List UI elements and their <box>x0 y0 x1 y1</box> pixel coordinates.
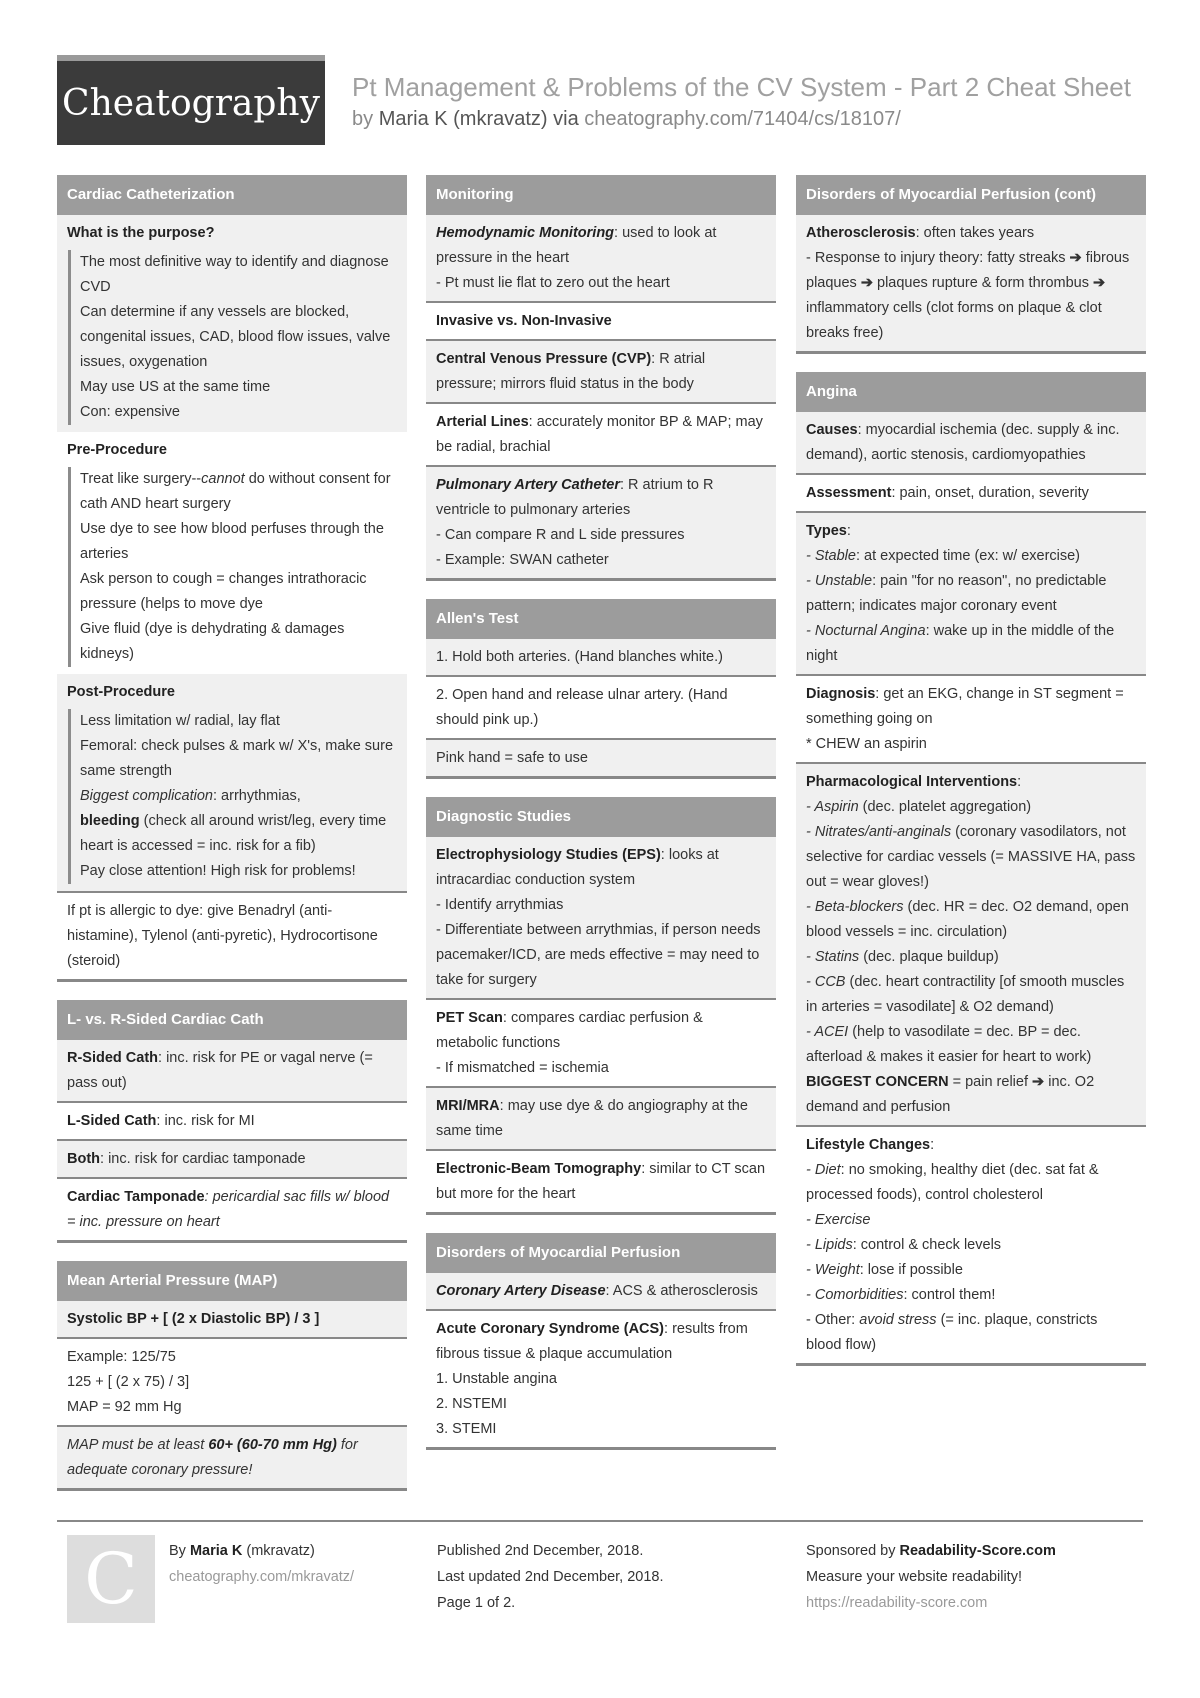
r-sided-row: R-Sided Cath: inc. risk for PE or vagal nerve (= pass out) <box>57 1040 407 1103</box>
mri-row: MRI/MRA: may use dye & do angiography at the same time <box>426 1088 776 1151</box>
post-list <box>68 709 397 884</box>
section-allens-test <box>426 599 776 779</box>
section-lr-cath <box>57 1000 407 1243</box>
eps-row: Electrophysiology Studies (EPS): looks at intracardiac conduction system - Identify arrythmias - Differentiate between arrythmias, if person needs pacemaker/ICD, are meds effective = may need to take for surgery <box>426 837 776 1000</box>
arrow-icon: ➔ <box>860 275 873 291</box>
column-1 <box>57 175 407 1509</box>
pre-procedure-block <box>57 432 407 674</box>
byline-via: via <box>553 108 579 130</box>
hemodynamic-row: Hemodynamic Monitoring: used to look at pressure in the heart - Pt must lie flat to zero out the heart <box>426 215 776 303</box>
allen-step-3: Pink hand = safe to use <box>426 740 776 779</box>
cheatography-logo[interactable]: Cheatography <box>57 55 325 145</box>
causes-row: Causes: myocardial ischemia (dec. supply & inc. demand), aortic stenosis, cardiomyopathies <box>796 412 1146 475</box>
tamponade-row: Cardiac Tamponade: pericardial sac fills w/ blood = inc. pressure on heart <box>57 1179 407 1243</box>
ebt-row: Electronic-Beam Tomography: similar to CT scan but more for the heart <box>426 1151 776 1215</box>
author-link[interactable]: Maria K <box>189 1543 243 1559</box>
allen-step-2: 2. Open hand and release ulnar artery. (Hand should pink up.) <box>426 677 776 740</box>
arrow-icon: ➔ <box>1032 1074 1045 1090</box>
list-item: May use US at the same time <box>80 379 271 395</box>
byline-url[interactable]: cheatography.com/71404/cs/18107/ <box>584 108 901 130</box>
list-item: Femoral: check pulses & mark w/ X's, make sure same strength <box>80 738 394 779</box>
purpose-heading: What is the purpose? <box>67 225 215 241</box>
purpose-block <box>57 215 407 432</box>
footer-author: By Maria K (mkravatz) cheatography.com/mkravatz/ <box>169 1538 354 1590</box>
pet-row: PET Scan: compares cardiac perfusion & metabolic functions - If mismatched = ischemia <box>426 1000 776 1088</box>
types-row: Types: - Stable: at expected time (ex: w/ exercise) - Unstable: pain "for no reason", no predictable pattern; indicates major coronary event - Nocturnal Angina: wake up in the middle of the night <box>796 513 1146 676</box>
list-item: Give fluid (dye is dehydrating & damages kidneys) <box>80 621 345 662</box>
list-item: Use dye to see how blood perfuses through the arteries <box>80 521 384 562</box>
updated-date: Last updated 2nd December, 2018. <box>437 1569 664 1585</box>
section-header: Allen's Test <box>426 599 776 639</box>
map-example: Example: 125/75 125 + [ (2 x 75) / 3] MAP = 92 mm Hg <box>57 1339 407 1427</box>
sponsor-url[interactable]: https://readability-score.com <box>806 1595 988 1611</box>
pa-catheter-row: Pulmonary Artery Catheter: R atrium to R ventricle to pulmonary arteries - Can compare R and L side pressures - Example: SWAN catheter <box>426 467 776 581</box>
section-header: Cardiac Catheterization <box>57 175 407 215</box>
column-2 <box>426 175 776 1468</box>
list-item: Biggest complication: arrhythmias, bleeding (check all around wrist/leg, every time heart is accessed = inc. risk for a fib) <box>80 788 387 854</box>
footer-divider <box>57 1520 1143 1522</box>
acs-row: Acute Coronary Syndrome (ACS): results from fibrous tissue & plaque accumulation 1. Unstable angina 2. NSTEMI 3. STEMI <box>426 1311 776 1450</box>
section-diagnostic-studies <box>426 797 776 1215</box>
list-item: The most definitive way to identify and diagnose CVD <box>80 254 389 295</box>
list-item: Con: expensive <box>80 404 180 420</box>
lifestyle-row: Lifestyle Changes: - Diet: no smoking, healthy diet (dec. sat fat & processed foods), control cholesterol - Exercise - Lipids: control & check levels - Weight: lose if possible - Comorbidities: control them! - Other: avoid stress (= inc. plaque, constricts blood flow) <box>796 1127 1146 1366</box>
both-row: Both: inc. risk for cardiac tamponade <box>57 1141 407 1179</box>
post-procedure-block <box>57 674 407 893</box>
author-url[interactable]: cheatography.com/mkravatz/ <box>169 1569 355 1585</box>
map-note: MAP must be at least 60+ (60-70 mm Hg) for adequate coronary pressure! <box>57 1427 407 1491</box>
sponsor-tagline: Measure your website readability! <box>806 1569 1022 1585</box>
section-cardiac-cath <box>57 175 407 982</box>
section-header: Diagnostic Studies <box>426 797 776 837</box>
section-map <box>57 1261 407 1491</box>
sponsor-link[interactable]: Readability-Score.com <box>899 1543 1056 1559</box>
arrow-icon: ➔ <box>1093 275 1106 291</box>
footer-sponsor: Sponsored by Readability-Score.com Measure your website readability! https://readability-score.com <box>806 1538 1056 1616</box>
section-angina <box>796 372 1146 1366</box>
section-myocardial-perfusion <box>426 1233 776 1450</box>
pharm-row: Pharmacological Interventions: - Aspirin (dec. platelet aggregation) - Nitrates/anti-anginals (coronary vasodilators, not selective for cardiac vessels (= MASSIVE HA, pass out = wear gloves!) - Beta-blockers (dec. HR = dec. O2 demand, open blood vessels = inc. circulation) - Statins (dec. plaque buildup) - CCB (dec. heart contractility [of smooth muscles in arteries = vasodilate] & O2 demand) - ACEI (help to vasodilate = dec. BP = dec. afterload & makes it easier for heart to work) BIGGEST CONCERN = pain relief ➔ inc. O2 demand and perfusion <box>796 764 1146 1127</box>
invasive-row: Invasive vs. Non-Invasive <box>426 303 776 341</box>
list-item: Less limitation w/ radial, lay flat <box>80 713 280 729</box>
map-formula: Systolic BP + [ (2 x Diastolic BP) / 3 ] <box>57 1301 407 1339</box>
diagnosis-row: Diagnosis: get an EKG, change in ST segment = something going on * CHEW an aspirin <box>796 676 1146 764</box>
list-item: Ask person to cough = changes intrathoracic pressure (helps to move dye <box>80 571 367 612</box>
section-header: Disorders of Myocardial Perfusion <box>426 1233 776 1273</box>
post-heading: Post-Procedure <box>67 684 175 700</box>
arterial-lines-row: Arterial Lines: accurately monitor BP & MAP; may be radial, brachial <box>426 404 776 467</box>
byline-author[interactable]: Maria K (mkravatz) <box>378 108 548 130</box>
footer-logo[interactable]: C <box>67 1535 155 1623</box>
list-item: Can determine if any vessels are blocked, congenital issues, CAD, blood flow issues, valve issues, oxygenation <box>80 304 391 370</box>
published-date: Published 2nd December, 2018. <box>437 1543 644 1559</box>
section-header: Monitoring <box>426 175 776 215</box>
list-item: Treat like surgery--cannot do without consent for cath AND heart surgery <box>80 471 391 512</box>
section-header: Mean Arterial Pressure (MAP) <box>57 1261 407 1301</box>
cvp-row: Central Venous Pressure (CVP): R atrial pressure; mirrors fluid status in the body <box>426 341 776 404</box>
byline <box>352 108 901 131</box>
byline-by: by <box>352 108 374 130</box>
purpose-list <box>68 250 397 425</box>
list-item: Pay close attention! High risk for problems! <box>80 863 356 879</box>
section-myocardial-perfusion-cont <box>796 175 1146 354</box>
allen-step-1: 1. Hold both arteries. (Hand blanches white.) <box>426 639 776 677</box>
section-header: Angina <box>796 372 1146 412</box>
cad-row: Coronary Artery Disease: ACS & atherosclerosis <box>426 1273 776 1311</box>
allergy-note: If pt is allergic to dye: give Benadryl (anti-histamine), Tylenol (anti-pyretic), Hydrocortisone (steroid) <box>57 893 407 982</box>
atherosclerosis-row: Atherosclerosis: often takes years - Response to injury theory: fatty streaks ➔ fibrous plaques ➔ plaques rupture & form thrombus ➔ inflammatory cells (clot forms on plaque & clot breaks free) <box>796 215 1146 354</box>
arrow-icon: ➔ <box>1069 250 1082 266</box>
pre-list <box>68 467 397 667</box>
l-sided-row: L-Sided Cath: inc. risk for MI <box>57 1103 407 1141</box>
assessment-row: Assessment: pain, onset, duration, severity <box>796 475 1146 513</box>
footer-dates <box>437 1538 664 1616</box>
section-header: Disorders of Myocardial Perfusion (cont) <box>796 175 1146 215</box>
section-header: L- vs. R-Sided Cardiac Cath <box>57 1000 407 1040</box>
page-number: Page 1 of 2. <box>437 1595 516 1611</box>
column-3 <box>796 175 1146 1384</box>
section-monitoring <box>426 175 776 581</box>
pre-heading: Pre-Procedure <box>67 442 167 458</box>
page-title: Pt Management & Problems of the CV System - Part 2 Cheat Sheet <box>352 72 1131 102</box>
